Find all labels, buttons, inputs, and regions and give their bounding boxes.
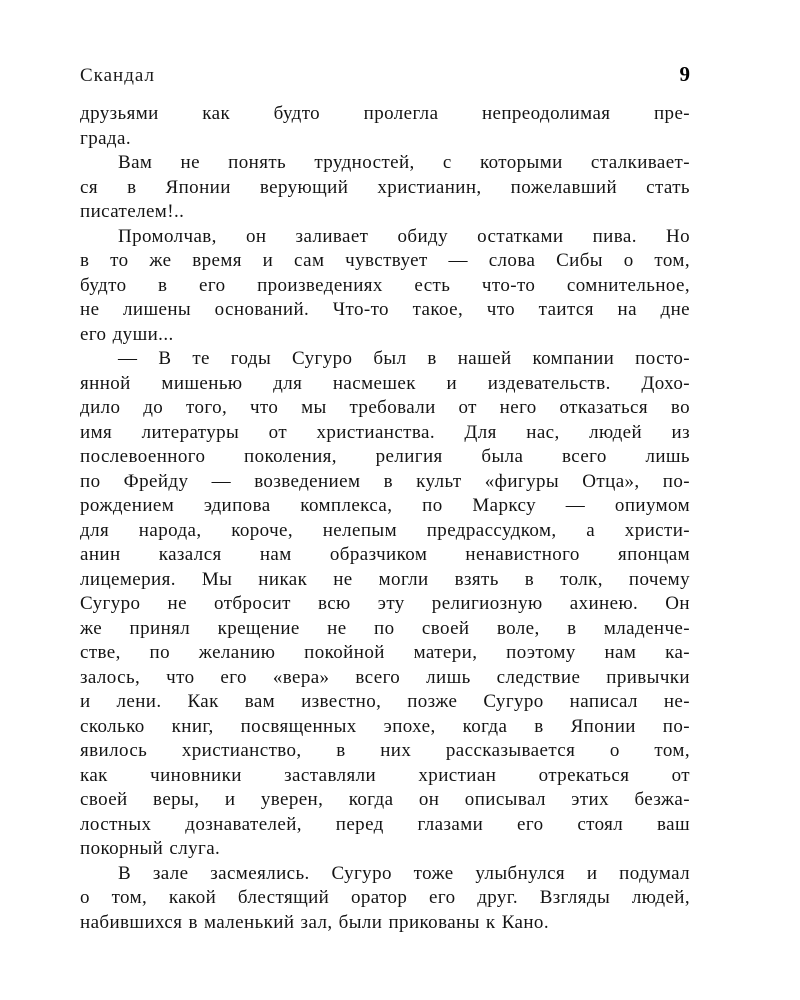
- text-line: о том, какой блестящий оратор его друг. Взгляды людей,: [80, 887, 690, 908]
- text-line: града.: [80, 127, 131, 149]
- text-line: по Фрейду — возведением в культ «фигуры Отца», по-: [80, 470, 690, 492]
- page-body: [80, 102, 690, 935]
- text-line: рождением эдипова комплекса, по Марксу — опиумом: [80, 495, 690, 516]
- text-line: писателем!..: [80, 201, 185, 222]
- text-line: Промолчав, он заливает обиду остатками пива. Но: [118, 225, 690, 247]
- page-number: 9: [679, 62, 690, 86]
- text-line: янной мишенью для насмешек и издевательств. Дохо-: [80, 372, 690, 394]
- text-line: друзьями как будто пролегла непреодолимая пре-: [80, 103, 690, 124]
- text-line: В зале засмеялись. Сугуро тоже улыбнулся и подумал: [118, 862, 690, 884]
- text-line: дило до того, что мы требовали от него отказаться во: [80, 397, 690, 418]
- text-line: стве, по желанию покойной матери, поэтому нам ка-: [80, 642, 690, 663]
- text-line: анин казался нам образчиком ненавистного японцам: [80, 544, 690, 565]
- text-line: своей веры, и уверен, когда он описывал этих безжа-: [80, 789, 690, 810]
- text-line: сколько книг, посвященных эпохе, когда в Японии по-: [80, 715, 690, 737]
- text-line: не лишены оснований. Что-то такое, что таится на дне: [80, 299, 690, 320]
- text-line: имя литературы от христианства. Для нас, людей из: [80, 421, 690, 443]
- text-line: — В те годы Сугуро был в нашей компании посто-: [118, 348, 690, 369]
- text-line: и лени. Как вам известно, позже Сугуро написал не-: [80, 691, 690, 712]
- text-line: же принял крещение не по своей воле, в младенче-: [80, 617, 690, 639]
- text-line: его души...: [80, 323, 174, 345]
- text-line: покорный слуга.: [80, 838, 221, 859]
- text-line: лицемерия. Мы никак не могли взять в толк, почему: [80, 568, 690, 590]
- text-line: как чиновники заставляли христиан отрекаться от: [80, 764, 690, 786]
- running-title: Скандал: [80, 65, 155, 86]
- text-line: залось, что его «вера» всего лишь следствие привычки: [80, 666, 690, 688]
- text-line: явилось христианство, в них рассказывается о том,: [80, 740, 690, 761]
- text-line: ся в Японии верующий христианин, пожелавший стать: [80, 176, 690, 198]
- text-line: Вам не понять трудностей, с которыми сталкивает-: [118, 152, 690, 173]
- text-line: лостных дознавателей, перед глазами его стоял ваш: [80, 813, 690, 835]
- text-line: будто в его произведениях есть что-то сомнительное,: [80, 274, 690, 296]
- text-line: для народа, короче, нелепым предрассудком, а христи-: [80, 519, 690, 541]
- page-header: [80, 62, 690, 87]
- text-line: набившихся в маленький зал, были прикованы к Кано.: [80, 911, 549, 933]
- text-line: Сугуро не отбросит всю эту религиозную ахинею. Он: [80, 593, 690, 614]
- text-line: послевоенного поколения, религия была всего лишь: [80, 446, 690, 467]
- text-line: в то же время и сам чувствует — слова Сибы о том,: [80, 250, 690, 271]
